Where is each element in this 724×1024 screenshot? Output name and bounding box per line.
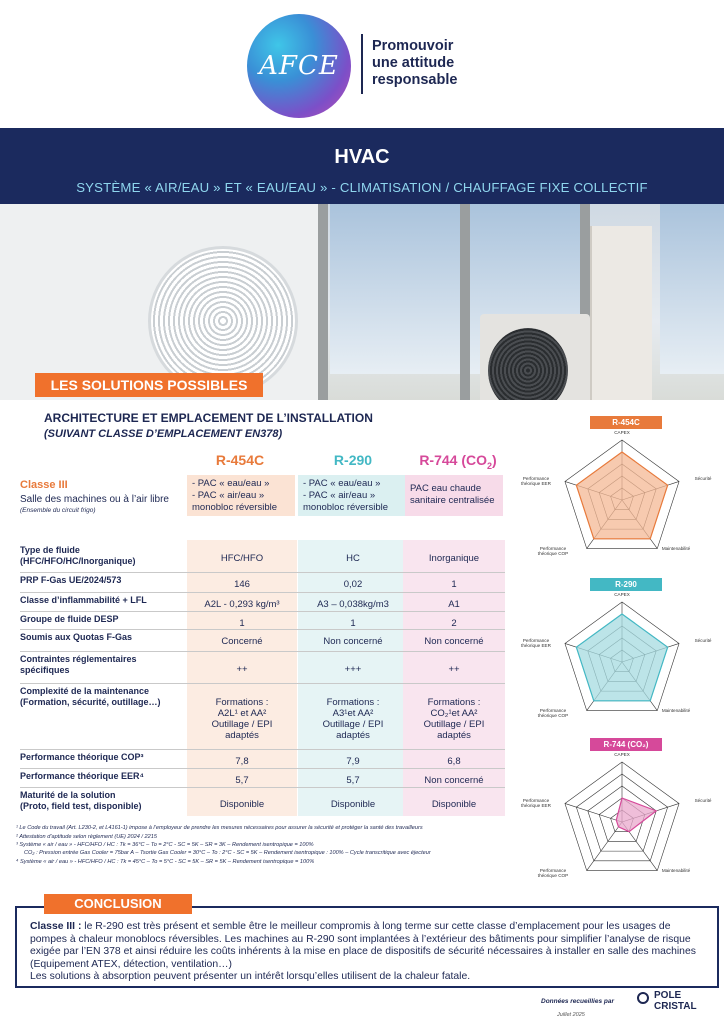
radar-axis-label: CAPEX bbox=[614, 592, 630, 597]
row-label bbox=[20, 771, 180, 782]
window bbox=[660, 204, 724, 374]
r744-name: R-744 (CO bbox=[419, 452, 487, 468]
heat-pump-unit bbox=[480, 314, 590, 400]
cell-line: Formations : bbox=[215, 697, 269, 708]
cell-line: 146 bbox=[234, 578, 250, 590]
radar-axis-label: Maintenabilité bbox=[661, 708, 691, 713]
row-label bbox=[20, 632, 180, 643]
cell-line: Disponible bbox=[219, 798, 265, 810]
r744-close: ) bbox=[492, 452, 497, 468]
row-label-line: Classe d’inflammabilité + LFL bbox=[20, 595, 147, 605]
cell-line: HC bbox=[346, 552, 360, 564]
radar-title: R-744 (CO₂) bbox=[590, 738, 662, 751]
afce-logo bbox=[247, 14, 351, 118]
cell-line: Formations : bbox=[427, 697, 481, 708]
page-title: HVAC bbox=[334, 146, 390, 168]
window bbox=[330, 204, 460, 374]
row-label-line: Type de fluide bbox=[20, 545, 80, 555]
table-cell bbox=[298, 775, 408, 786]
radar-chart bbox=[508, 738, 724, 878]
table-cell bbox=[403, 664, 505, 675]
radar-axis-label: Performance théorique EER bbox=[521, 798, 551, 808]
row-separator bbox=[20, 683, 505, 684]
table-cell bbox=[403, 579, 505, 590]
cell-line: 5,7 bbox=[235, 774, 249, 786]
afce-logo-text: AFCE bbox=[259, 51, 339, 81]
table-cell bbox=[298, 579, 408, 590]
fan-icon bbox=[488, 328, 568, 400]
brand-line: POLE bbox=[654, 990, 682, 1001]
config-r744 bbox=[405, 475, 503, 516]
footnote: ⁴ Système « air / eau » - HFC/HFO / HC : Tk = 45°C – To = 5°C - SC = 5K – SR = 5K – Rendement isentropique = 100% bbox=[16, 859, 315, 865]
footnote: ¹ Le Code du travail (Art. L230-2, et L4161-1) impose à l’employeur de prendre les mesures nécessaires pour assurer la sécurité et protéger la santé des travailleurs bbox=[16, 825, 423, 831]
config-line: monobloc réversible bbox=[303, 502, 389, 513]
radar-axis-label: Performance théorique EER bbox=[521, 476, 551, 486]
radar-series bbox=[616, 798, 656, 832]
config-line: monobloc réversible bbox=[192, 502, 278, 513]
radar-axis-label: Maintenabilité bbox=[661, 546, 691, 551]
cell-line: adaptés bbox=[336, 730, 370, 741]
row-label bbox=[20, 790, 180, 811]
footnote: CO₂ : Pression entrée Gas Cooler = 75bar A – Tsortie Gas Cooler = 30°C – To : 2°C - SC = 5K – Rendement isentropique : 100% – Cycle transcritique avec éjecteur bbox=[24, 850, 431, 856]
cell-line: 7,8 bbox=[235, 755, 249, 767]
radar-chart bbox=[508, 578, 724, 718]
cell-line: ++ bbox=[236, 663, 248, 675]
cell-line: Non concerné bbox=[323, 635, 383, 647]
row-label bbox=[20, 575, 180, 586]
table-cell bbox=[187, 579, 297, 590]
row-label bbox=[20, 686, 180, 707]
row-separator bbox=[20, 629, 505, 630]
row-label-line: (HFC/HFO/HC/Inorganique) bbox=[20, 555, 136, 566]
radar-chart bbox=[508, 416, 724, 556]
footnote: ² Attestation d’aptitude selon règlement (UE) 2024 / 2215 bbox=[16, 834, 157, 840]
config-line: - PAC « air/eau » bbox=[303, 490, 376, 501]
classe-name: Classe III bbox=[20, 479, 68, 491]
radar-series bbox=[576, 452, 667, 539]
cell-line: A3¹et AA² bbox=[332, 708, 374, 719]
table-cell bbox=[403, 697, 505, 741]
cell-line: adaptés bbox=[437, 730, 471, 741]
radar-axis bbox=[587, 822, 622, 871]
pole-cristal-name bbox=[654, 990, 697, 1012]
table-cell bbox=[187, 697, 297, 741]
cell-line: Outillage / EPI bbox=[423, 719, 485, 730]
architecture-subtitle: (SUIVANT CLASSE D’EMPLACEMENT EN378) bbox=[44, 428, 283, 440]
cell-line: Outillage / EPI bbox=[211, 719, 273, 730]
cell-line: Inorganique bbox=[428, 552, 480, 564]
footnote: ³ Système « air / eau » - HFC/HFO / HC : Tk = 36°C – To = 2°C - SC = 5K – SR = 3K – Rendement isentropique = 100% bbox=[16, 842, 314, 848]
radar-axis-label: Maintenabilité bbox=[661, 868, 691, 873]
solutions-banner: LES SOLUTIONS POSSIBLES bbox=[35, 373, 263, 397]
cell-line: Disponible bbox=[330, 798, 376, 810]
cell-line: 0,02 bbox=[343, 578, 363, 590]
row-label bbox=[20, 654, 180, 675]
row-label-line: Complexité de la maintenance bbox=[20, 686, 150, 696]
tagline bbox=[372, 38, 492, 89]
row-separator bbox=[20, 787, 505, 788]
config-line: - PAC « eau/eau » bbox=[192, 478, 270, 489]
logo-divider bbox=[361, 34, 363, 94]
tagline-line: Promouvoir bbox=[372, 38, 454, 54]
table-cell bbox=[403, 599, 505, 610]
architecture-title: ARCHITECTURE ET EMPLACEMENT DE L’INSTALLATION bbox=[44, 411, 373, 425]
page-subtitle: SYSTÈME « AIR/EAU » ET « EAU/EAU » - CLIMATISATION / CHAUFFAGE FIXE COLLECTIF bbox=[76, 180, 648, 195]
radar-title: R-454C bbox=[590, 416, 662, 429]
source-text: Données recueillies par bbox=[541, 998, 614, 1005]
cell-line: Concerné bbox=[221, 635, 263, 647]
table-cell bbox=[187, 756, 297, 767]
row-label-line: Contraintes réglementaires bbox=[20, 654, 137, 664]
table-cell bbox=[187, 553, 297, 564]
cell-line: 5,7 bbox=[346, 774, 360, 786]
classe-note: (Ensemble du circuit frigo) bbox=[20, 507, 96, 514]
row-label-line: Maturité de la solution bbox=[20, 790, 116, 800]
row-label-line: spécifiques bbox=[20, 664, 70, 675]
row-label-line: Performance théorique EER⁴ bbox=[20, 771, 144, 781]
table-cell bbox=[298, 599, 408, 610]
cell-line: 1 bbox=[239, 617, 245, 629]
conclusion-banner: CONCLUSION bbox=[44, 894, 192, 914]
window-frame bbox=[460, 204, 470, 400]
radar-svg bbox=[508, 578, 724, 718]
cell-line: 2 bbox=[451, 617, 457, 629]
radar-series bbox=[576, 614, 667, 701]
config-line: PAC eau chaude bbox=[410, 483, 482, 494]
row-separator bbox=[20, 611, 505, 612]
table-cell bbox=[403, 618, 505, 629]
row-label-line: Soumis aux Quotas F-Gas bbox=[20, 632, 133, 642]
radar-axis-label: Performance théorique COP bbox=[537, 708, 569, 718]
cell-line: Outillage / EPI bbox=[322, 719, 384, 730]
radar-svg bbox=[508, 738, 724, 878]
row-label-line: (Formation, sécurité, outillage…) bbox=[20, 696, 161, 707]
conclusion-lead: Classe III : bbox=[30, 921, 82, 932]
config-line: sanitaire centralisée bbox=[410, 495, 495, 506]
table-cell bbox=[298, 756, 408, 767]
radar-axis-label: Performance théorique COP bbox=[537, 868, 569, 878]
cell-line: Non concerné bbox=[424, 774, 484, 786]
conclusion-text-2: Les solutions à absorption peuvent présenter un intérêt lorsqu’elles utilisent de la chaleur fatale. bbox=[30, 971, 471, 983]
cell-line: A2L¹ et AA² bbox=[217, 708, 267, 719]
config-line: - PAC « eau/eau » bbox=[303, 478, 381, 489]
config-line: - PAC « air/eau » bbox=[192, 490, 265, 501]
window-frame bbox=[318, 204, 328, 400]
table-cell bbox=[187, 664, 297, 675]
table-cell bbox=[403, 756, 505, 767]
table-cell bbox=[298, 664, 408, 675]
cell-line: Disponible bbox=[431, 798, 477, 810]
row-separator bbox=[20, 768, 505, 769]
indoor-tower-unit bbox=[590, 226, 652, 400]
cell-line: A3 – 0,038kg/m3 bbox=[317, 598, 389, 610]
table-cell bbox=[187, 636, 297, 647]
column-header-r744 bbox=[403, 452, 513, 471]
cell-line: adaptés bbox=[225, 730, 259, 741]
table-cell bbox=[403, 553, 505, 564]
radar-axis bbox=[565, 803, 622, 822]
date-text: Juillet 2025 bbox=[557, 1012, 585, 1018]
table-cell bbox=[298, 697, 408, 741]
tagline-line: responsable bbox=[372, 72, 458, 88]
radar-title: R-290 bbox=[590, 578, 662, 591]
cell-line: 1 bbox=[350, 617, 356, 629]
cell-line: 1 bbox=[451, 578, 457, 590]
title-banner bbox=[0, 128, 724, 204]
table-cell bbox=[298, 618, 408, 629]
radar-axis-label: Performance théorique EER bbox=[521, 638, 551, 648]
table-cell bbox=[403, 636, 505, 647]
row-separator bbox=[20, 592, 505, 593]
pole-cristal-logo-icon bbox=[637, 992, 649, 1004]
row-label-line: Groupe de fluide DESP bbox=[20, 614, 119, 624]
row-label-line: Performance théorique COP³ bbox=[20, 752, 144, 762]
tagline-line: une attitude bbox=[372, 55, 455, 71]
cell-line: A2L - 0,293 kg/m³ bbox=[204, 598, 280, 610]
cell-line: Non concerné bbox=[424, 635, 484, 647]
table-cell bbox=[187, 599, 297, 610]
cell-line: ++ bbox=[448, 663, 460, 675]
classe-desc: Salle des machines ou à l’air libre bbox=[20, 494, 169, 505]
table-cell bbox=[298, 553, 408, 564]
cell-line: 7,9 bbox=[346, 755, 360, 767]
cell-line: CO₂¹et AA² bbox=[430, 708, 478, 719]
radar-axis-label: CAPEX bbox=[614, 752, 630, 757]
config-r290 bbox=[298, 475, 406, 516]
column-header-r454c: R-454C bbox=[215, 452, 265, 468]
row-separator bbox=[20, 651, 505, 652]
radar-svg bbox=[508, 416, 724, 556]
row-label bbox=[20, 752, 180, 763]
row-label bbox=[20, 595, 180, 606]
classe-block bbox=[20, 479, 169, 514]
cell-line: +++ bbox=[344, 663, 362, 675]
radar-axis-label: Sécurité bbox=[694, 798, 712, 803]
radar-axis-label: CAPEX bbox=[614, 430, 630, 435]
table-cell bbox=[298, 799, 408, 810]
hero-photo bbox=[0, 204, 724, 400]
cell-line: 6,8 bbox=[447, 755, 461, 767]
row-label-line: (Proto, field test, disponible) bbox=[20, 800, 142, 811]
config-r454c bbox=[187, 475, 295, 516]
radar-axis-label: Sécurité bbox=[694, 638, 712, 643]
radar-axis-label: Performance théorique COP bbox=[537, 546, 569, 556]
row-label bbox=[20, 545, 180, 566]
conclusion-text: le R-290 est très présent et semble être le meilleur compromis à long terme sur cette classe d’emplacement pour les usages de pompes à chaleur monoblocs réversibles. Les machines au R-290 sont implantées à l’extérieur des bâtiments pour simplifier l’analyse de risque exigée par l’EN 378 et ainsi réduire les coûts inhérents à la mise en place de dispositifs de sécurité nécessaires à installer en salle des machines (Equipement ATEX, détection, ventilation…) bbox=[30, 921, 696, 970]
table-cell bbox=[403, 775, 505, 786]
row-separator bbox=[20, 749, 505, 750]
cell-line: A1 bbox=[448, 598, 460, 610]
brand-line: CRISTAL bbox=[654, 1001, 697, 1012]
table-cell bbox=[403, 799, 505, 810]
row-label-line: PRP F-Gas UE/2024/573 bbox=[20, 575, 122, 585]
column-header-r290: R-290 bbox=[333, 452, 373, 468]
cell-line: HFC/HFO bbox=[220, 552, 264, 564]
table-cell bbox=[298, 636, 408, 647]
table-cell bbox=[187, 799, 297, 810]
r744-sub: 2 bbox=[487, 460, 493, 471]
outdoor-unit bbox=[0, 204, 318, 400]
conclusion-box bbox=[15, 906, 719, 988]
table-cell bbox=[187, 618, 297, 629]
radar-axis-label: Sécurité bbox=[694, 476, 712, 481]
table-cell bbox=[187, 775, 297, 786]
row-label bbox=[20, 614, 180, 625]
cell-line: Formations : bbox=[326, 697, 380, 708]
row-separator bbox=[20, 572, 505, 573]
